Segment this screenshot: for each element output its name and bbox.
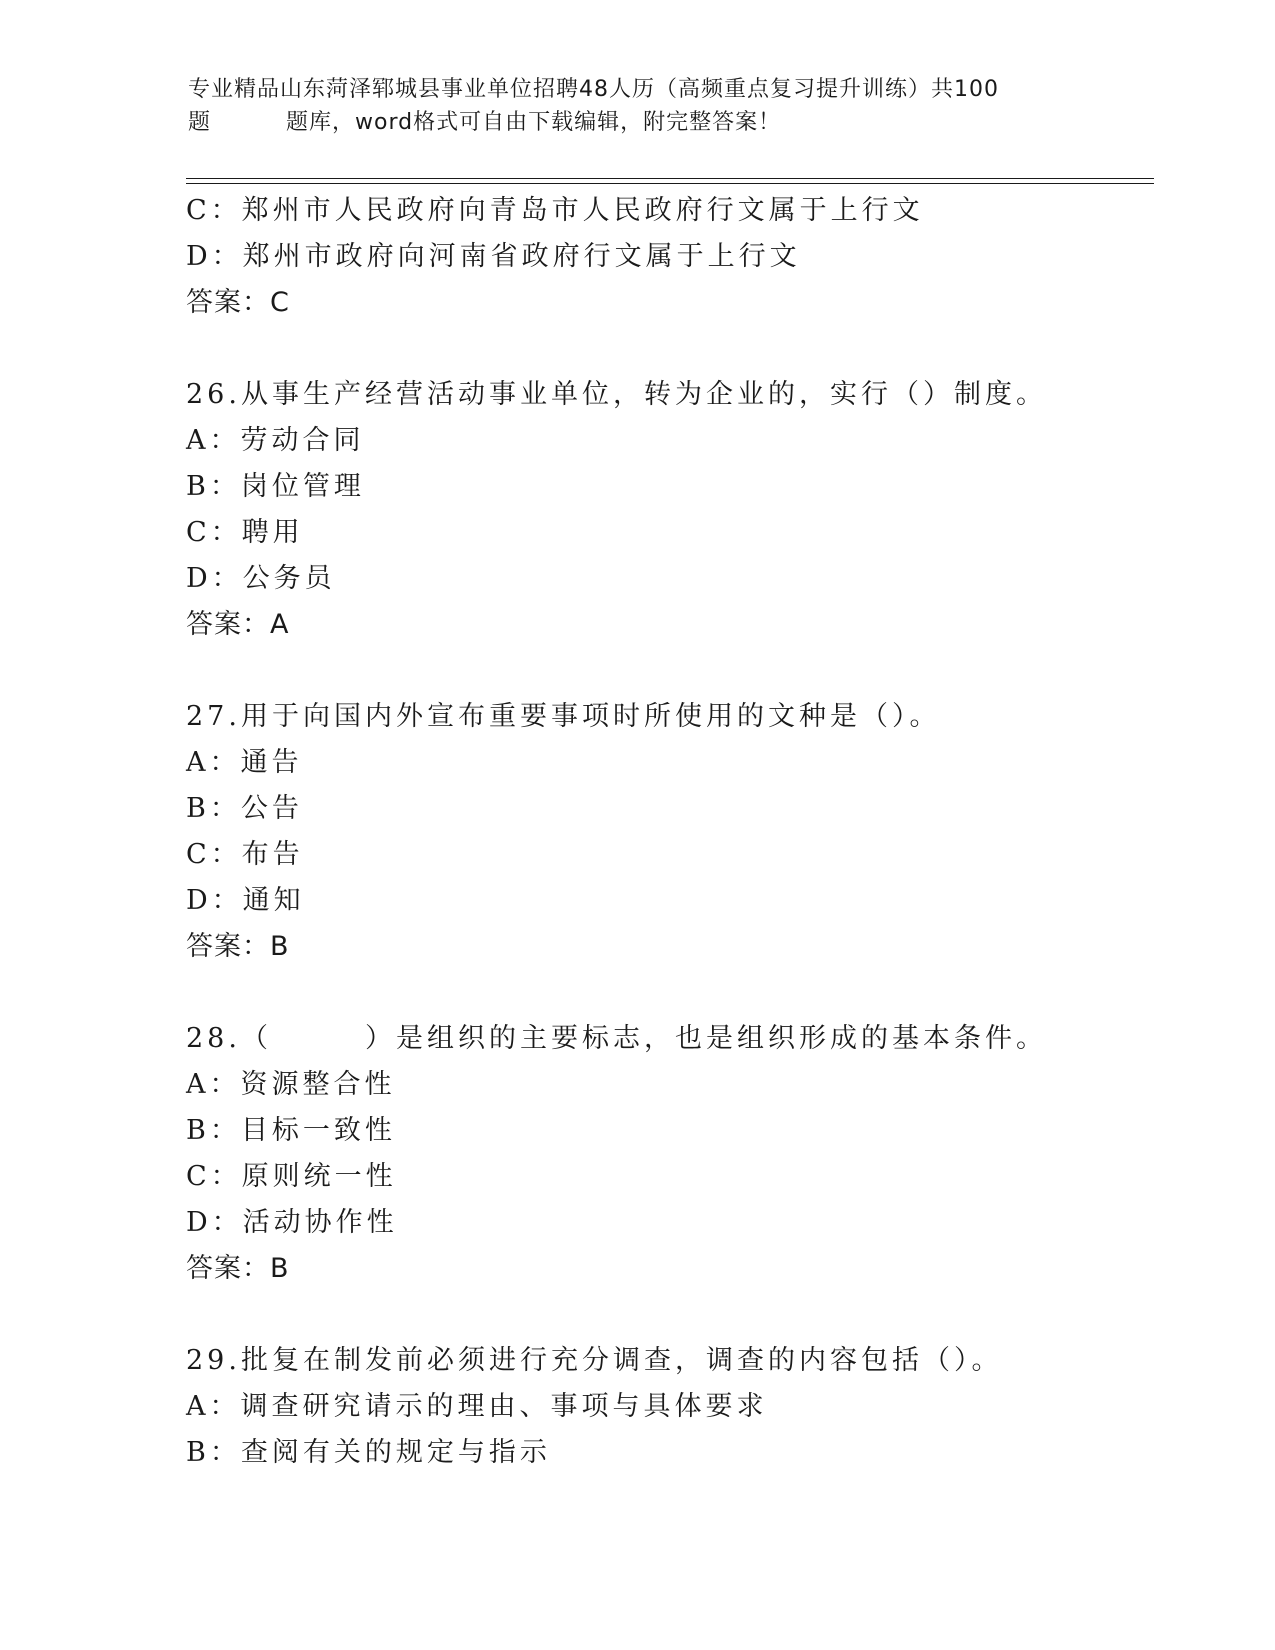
question-stem: 28.（ ）是组织的主要标志，也是组织形成的基本条件。 bbox=[186, 1023, 1047, 1054]
option-b: B：岗位管理 bbox=[186, 471, 365, 502]
option-c: C：聘用 bbox=[186, 517, 304, 548]
question-27 bbox=[186, 694, 1156, 970]
answer-label: 答案：A bbox=[186, 609, 290, 640]
option-c: C：原则统一性 bbox=[186, 1161, 397, 1192]
question-29 bbox=[186, 1338, 1156, 1476]
question-25-continued bbox=[186, 188, 1156, 326]
question-stem: 27.用于向国内外宣布重要事项时所使用的文种是（）。 bbox=[186, 701, 941, 732]
header-divider-top bbox=[186, 178, 1154, 179]
option-a: A：调查研究请示的理由、事项与具体要求 bbox=[186, 1391, 768, 1422]
option-d: D：公务员 bbox=[186, 563, 336, 594]
option-b: B：查阅有关的规定与指示 bbox=[186, 1437, 551, 1468]
header-title-line-2 bbox=[188, 106, 1088, 139]
question-stem: 26.从事生产经营活动事业单位，转为企业的，实行（）制度。 bbox=[186, 379, 1047, 410]
option-d: D：活动协作性 bbox=[186, 1207, 398, 1238]
header-title-line-2-lead: 题 bbox=[188, 110, 212, 135]
question-stem: 29.批复在制发前必须进行充分调查，调查的内容包括（）。 bbox=[186, 1345, 1003, 1376]
header-title-line-1: 专业精品山东菏泽郓城县事业单位招聘48人历（高频重点复习提升训练）共100 bbox=[188, 77, 999, 102]
answer-label: 答案：B bbox=[186, 1253, 290, 1284]
question-list bbox=[186, 188, 1156, 1476]
option-b: B：公告 bbox=[186, 793, 303, 824]
header-divider-bottom bbox=[186, 183, 1154, 184]
document-header bbox=[188, 73, 1088, 139]
option-d: D：郑州市政府向河南省政府行文属于上行文 bbox=[186, 241, 801, 272]
header-title-line-2-text: 题库，word格式可自由下载编辑，附完整答案！ bbox=[286, 110, 782, 135]
option-b: B：目标一致性 bbox=[186, 1115, 396, 1146]
answer-label: 答案：B bbox=[186, 931, 290, 962]
option-d: D：通知 bbox=[186, 885, 305, 916]
option-c: C：郑州市人民政府向青岛市人民政府行文属于上行文 bbox=[186, 195, 924, 226]
option-a: A：通告 bbox=[186, 747, 303, 778]
answer-label: 答案：C bbox=[186, 287, 290, 318]
question-28 bbox=[186, 1016, 1156, 1292]
option-a: A：资源整合性 bbox=[186, 1069, 396, 1100]
question-26 bbox=[186, 372, 1156, 648]
option-a: A：劳动合同 bbox=[186, 425, 365, 456]
option-c: C：布告 bbox=[186, 839, 304, 870]
